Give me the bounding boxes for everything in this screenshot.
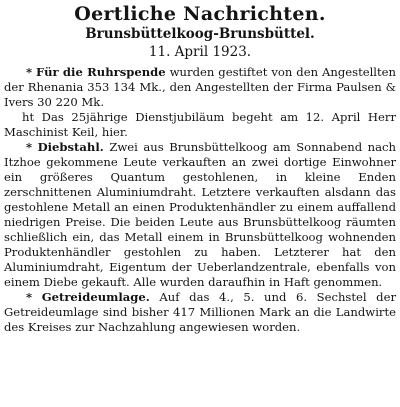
item-text: Zwei aus Brunsbüttelkoog am Sonnabend nach Itzhoe gekommene Leute verkauften an zwei dortige Einwohner ein größeres Quantum gestohlenen, in kleine Enden zerschnittenen Aluminiumdraht. Letztere verkauften alsdann das gestohlene Metall an einen Produktenhändler zu einem auffallend niedrigen Preise. Die beiden Leute aus Brunsbüttelkoog räumten schließlich ein, das Metall einem in Brunsbüttelkoog wohnenden Produktenhändler gestohlen zu haben. Letzterer hat den Aluminiumdraht, Eigentum der Ueberlandzentrale, ebenfalls von einem Diebe gekauft. Alle wurden daraufhin in Haft genommen.: [4, 140, 397, 289]
item-text: wurden gestiftet von den Angestellten der Rhenania 353 134 Mk., den Angestellten der Firma Paulsen & Ivers 30 220 Mk.: [4, 65, 396, 109]
item-text: Auf das 4., 5. und 6. Sechstel der Getreideumlage sind bisher 417 Millionen Mark an die Landwirte des Kreises zur Nachzahlung angewiesen worden.: [4, 290, 397, 334]
item-text: ht Das 25jährige Dienstjubiläum begeht am 12. April Herr Maschinist Keil, hier.: [4, 110, 396, 139]
item-marker: *: [26, 140, 33, 154]
news-item-dienstjubilaeum: [4, 110, 396, 140]
news-item-getreideumlage: [4, 290, 396, 335]
news-item-diebstahl: [4, 140, 396, 290]
item-keyword: Diebstahl.: [37, 140, 104, 154]
item-keyword: Für die Ruhrspende: [36, 65, 166, 79]
news-item-ruhrspende: [4, 65, 396, 110]
item-marker: *: [26, 290, 33, 304]
dateline: 11. April 1923.: [148, 44, 252, 60]
item-marker: *: [26, 65, 33, 79]
headline: Oertliche Nachrichten.: [74, 3, 326, 25]
place-heading: Brunsbüttelkoog-Brunsbüttel.: [85, 26, 315, 42]
item-keyword: Getreideumlage.: [41, 290, 150, 304]
